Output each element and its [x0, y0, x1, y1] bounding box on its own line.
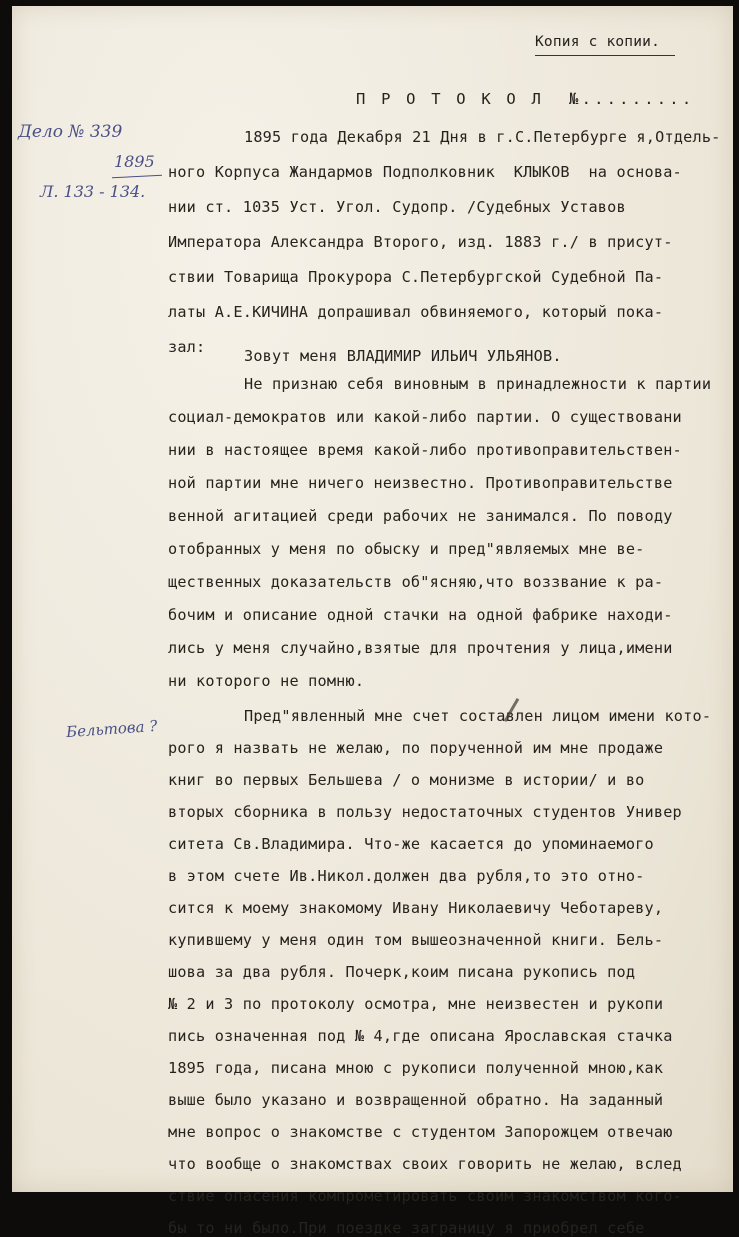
body-line: мне вопрос о знакомстве с студентом Запорожцем отвечаю: [168, 1123, 673, 1141]
body-line: ствие опасения компрометировать своим знакомством кого-: [168, 1187, 682, 1205]
body-line: нии в настоящее время какой-либо противоправительствен-: [168, 441, 682, 459]
body-line: бочим и описание одной стачки на одной фабрике находи-: [168, 606, 673, 624]
body-line: 1895 года, писана мною с рукописи полученной мною,как: [168, 1059, 664, 1077]
body-line: в этом счете Ив.Никол.должен два рубля,то это отно-: [168, 867, 645, 885]
body-line: Не признаю себя виновным в принадлежности к партии: [244, 375, 712, 393]
body-line: 1895 года Декабря 21 Дня в г.С.Петербурге я,Отдель-: [244, 128, 721, 146]
body-line: нии ст. 1035 Уст. Угол. Судопр. /Судебных Уставов: [168, 198, 626, 216]
protocol-body: [168, 128, 721, 1237]
body-line: рого я назвать не желаю, по порученной им мне продаже: [168, 739, 664, 757]
body-line: социал-демократов или какой-либо партии. О существовани: [168, 408, 682, 426]
protocol-title: П Р О Т О К О Л №.........: [356, 90, 695, 108]
body-line: пись означенная под № 4,где описана Ярославская стачка: [168, 1027, 673, 1045]
body-line: лись у меня случайно,взятые для прочтения у лица,имени: [168, 639, 673, 657]
margin-note-query: Бельтова ?: [65, 716, 158, 742]
body-line: что вообще о знакомствах своих говорить не желаю, вслед: [168, 1155, 682, 1173]
copy-label: Копия с копии.: [535, 34, 661, 50]
body-line: ствии Товарища Прокурора С.Петербургской Судебной Па-: [168, 268, 664, 286]
body-line: № 2 и 3 по протоколу осмотра, мне неизвестен и рукопи: [168, 995, 664, 1013]
body-line: зал:: [168, 338, 206, 356]
body-line: вторых сборника в пользу недостаточных студентов Универ: [168, 803, 682, 821]
body-line: Императора Александра Второго, изд. 1883 г./ в присут-: [168, 233, 673, 251]
body-line: Пред"явленный мне счет составлен лицом имени кото-: [244, 707, 712, 725]
copy-label-underline: [535, 55, 675, 56]
body-line: шова за два рубля. Почерк,коим писана рукопись под: [168, 963, 636, 981]
body-line: выше было указано и возвращенной обратно. На заданный: [168, 1091, 664, 1109]
body-line: ни которого не помню.: [168, 672, 365, 690]
body-line: щественных доказательств об"ясняю,что воззвание к ра-: [168, 573, 664, 591]
margin-note-sheets: Л. 133 - 134.: [40, 182, 146, 201]
body-line: ной партии мне ничего неизвестно. Противоправительстве: [168, 474, 673, 492]
body-line: бы то ни было.При поездке заграницу я приобрел себе: [168, 1219, 645, 1237]
body-line: отобранных у меня по обыску и пред"являемых мне ве-: [168, 540, 645, 558]
body-line: ного Корпуса Жандармов Подполковник КЛЫКОВ на основа-: [168, 163, 682, 181]
margin-note-case-year: 1895: [114, 152, 155, 171]
body-line: сится к моему знакомому Ивану Николаевичу Чеботареву,: [168, 899, 664, 917]
body-line: Зовут меня ВЛАДИМИР ИЛЬИЧ УЛЬЯНОВ.: [244, 347, 562, 365]
body-line: купившему у меня один том вышеозначенной книги. Бель-: [168, 931, 664, 949]
body-line: книг во первых Бельшева / о монизме в истории/ и во: [168, 771, 645, 789]
body-line: венной агитацией среди рабочих не занимался. По поводу: [168, 507, 673, 525]
body-line: ситета Св.Владимира. Что-же касается до упоминаемого: [168, 835, 654, 853]
margin-note-case-number: Дело № 339: [18, 122, 123, 142]
body-line: латы А.Е.КИЧИНА допрашивал обвиняемого, который пока-: [168, 303, 664, 321]
